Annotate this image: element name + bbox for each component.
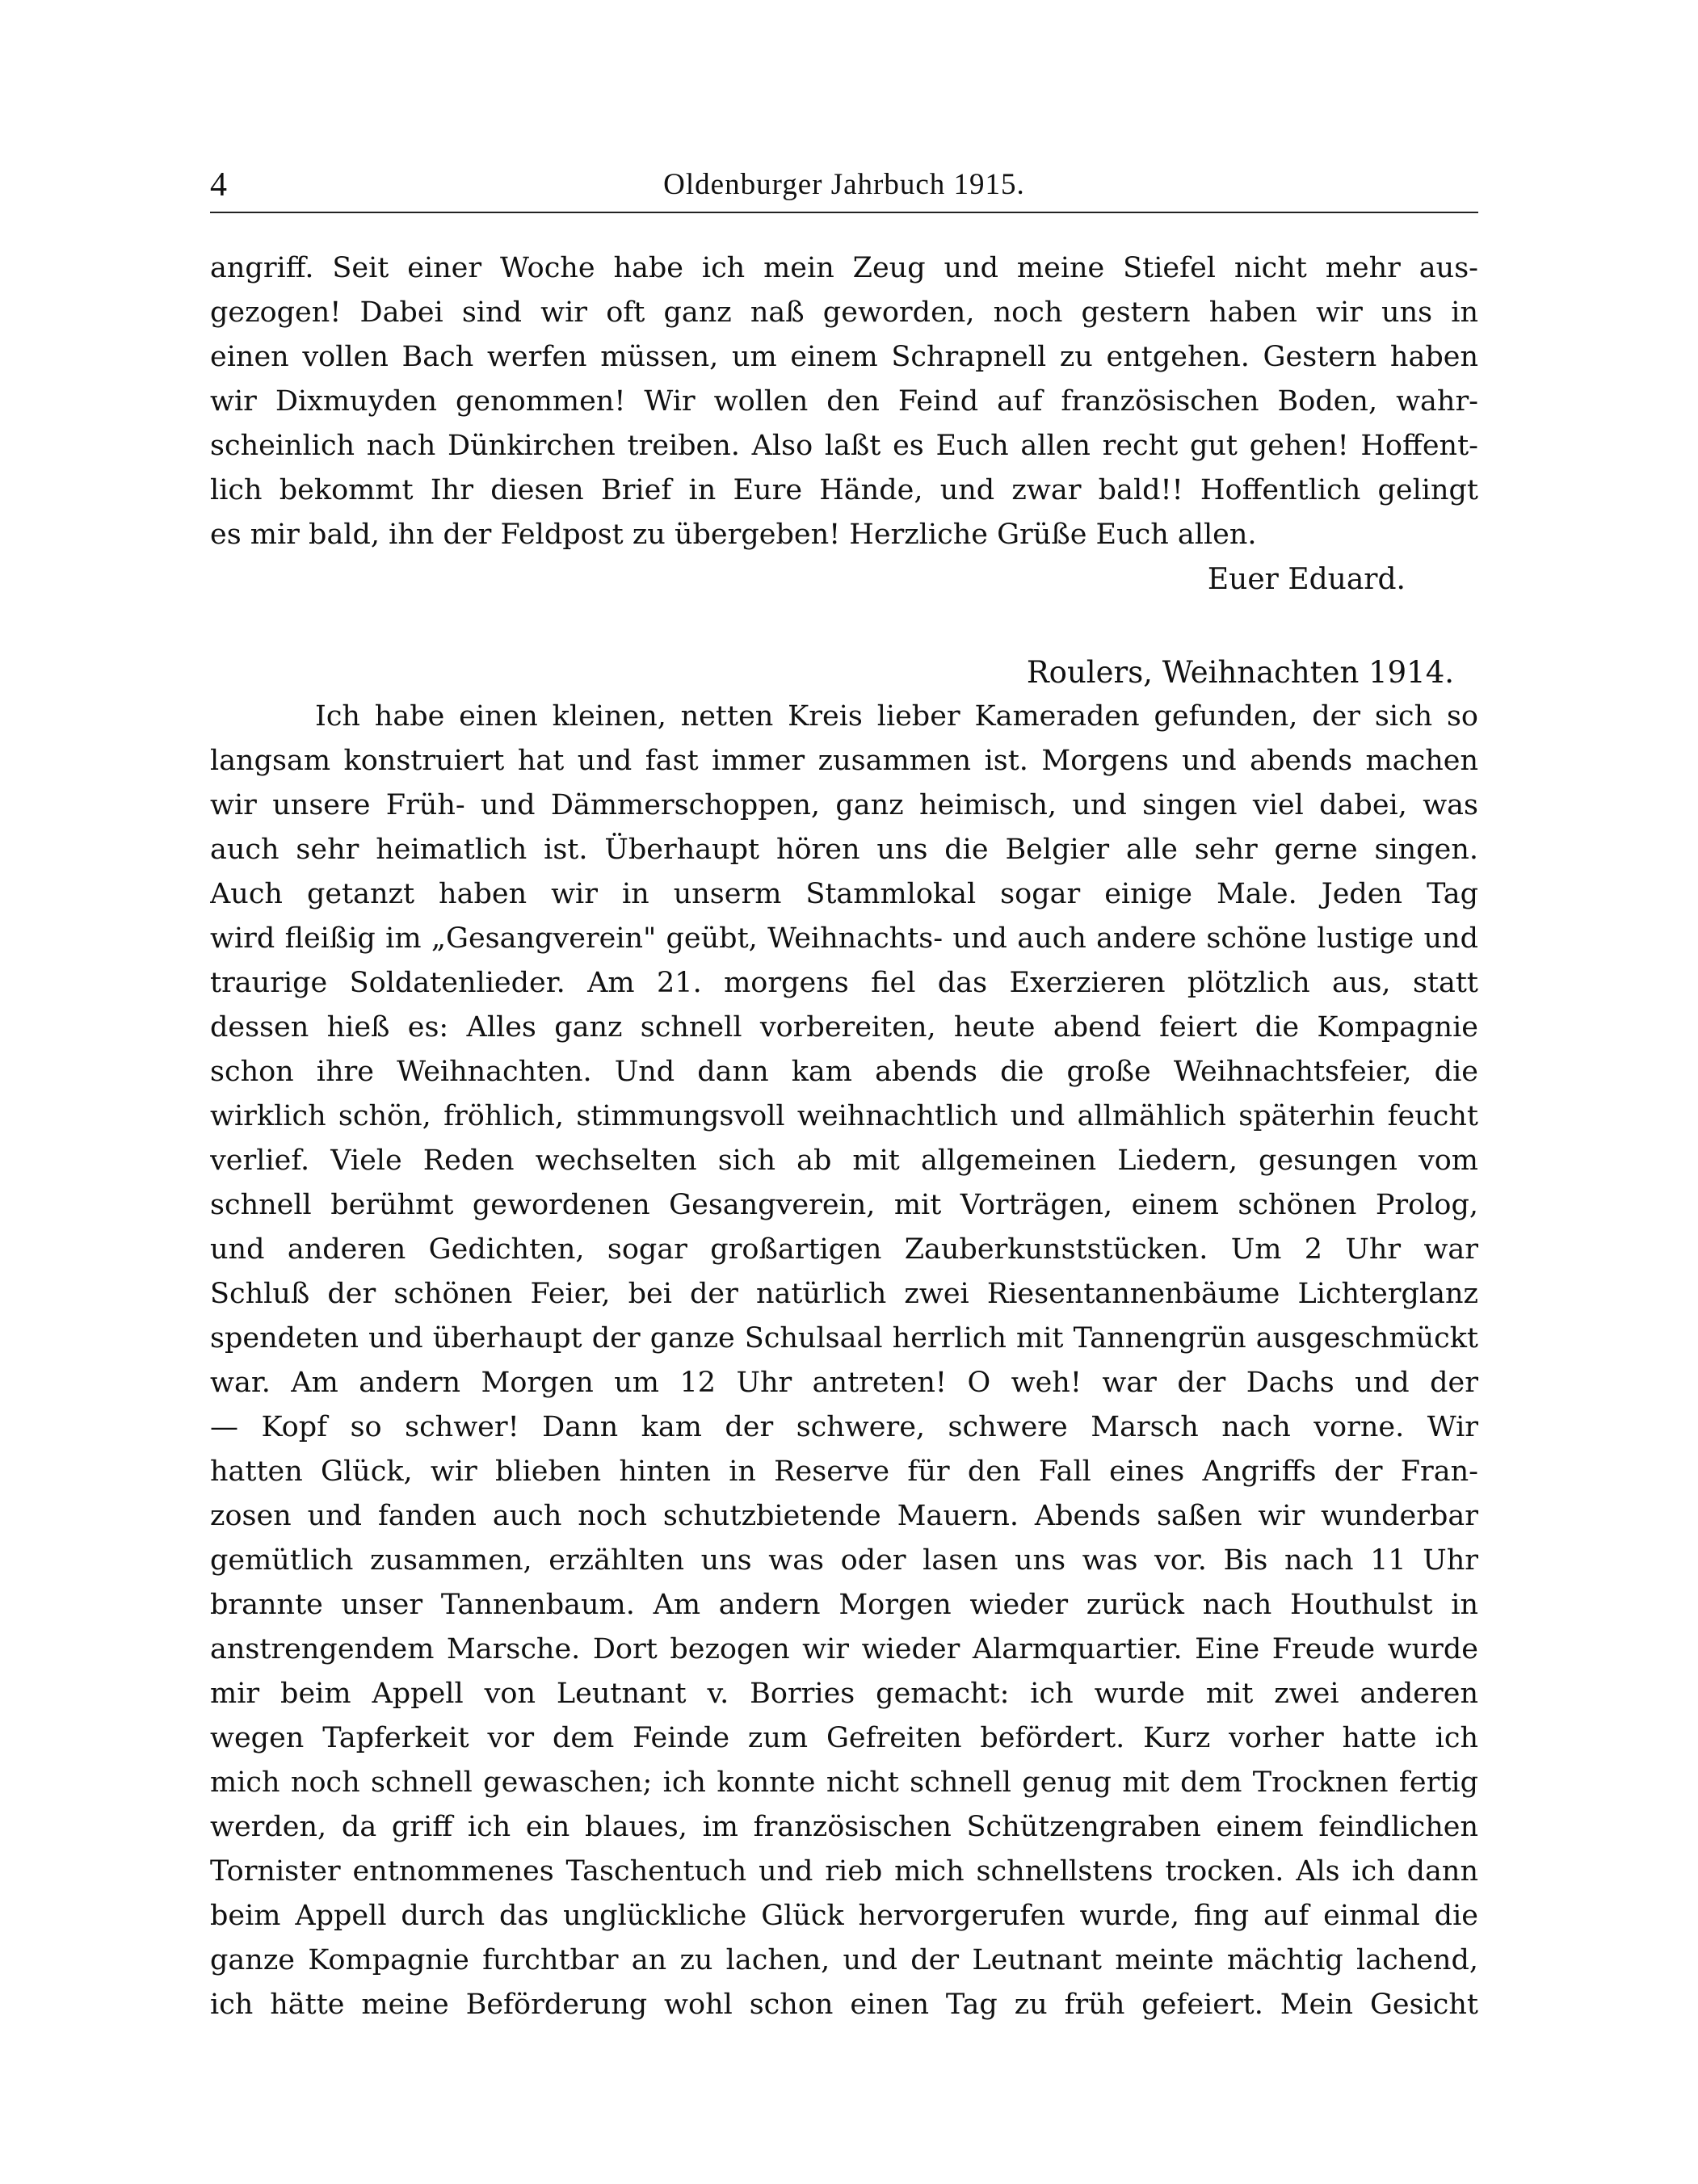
- text-line: langsam konstruiert hat und fast immer zusammen ist. Morgens und abends machen: [210, 745, 1478, 777]
- text-line: gemütlich zusammen, erzählten uns was oder lasen uns was vor. Bis nach 11 Uhr: [210, 1544, 1478, 1577]
- text-line: mir beim Appell von Leutnant v. Borries gemacht: ich wurde mit zwei anderen: [210, 1678, 1478, 1710]
- text-line: schon ihre Weihnachten. Und dann kam abends die große Weihnachtsfeier, die: [210, 1056, 1478, 1088]
- text-line: beim Appell durch das unglückliche Glück hervorgerufen wurde, fing auf einmal die: [210, 1900, 1478, 1932]
- text-line: scheinlich nach Dünkirchen treiben. Also laßt es Euch allen recht gut gehen! Hoffent-: [210, 430, 1478, 462]
- text-line: verlief. Viele Reden wechselten sich ab mit allgemeinen Liedern, gesungen vom: [210, 1144, 1478, 1177]
- text-line: brannte unser Tannenbaum. Am andern Morgen wieder zurück nach Houthulst in: [210, 1589, 1478, 1621]
- text-line: auch sehr heimatlich ist. Überhaupt hören uns die Belgier alle sehr gerne singen.: [210, 834, 1478, 866]
- text-line: war. Am andern Morgen um 12 Uhr antreten! O weh! war der Dachs und der: [210, 1367, 1478, 1399]
- book-page: [210, 166, 1478, 2021]
- text-line: wirklich schön, fröhlich, stimmungsvoll weihnachtlich und allmählich späterhin feucht: [210, 1100, 1478, 1132]
- text-line: ganze Kompagnie furchtbar an zu lachen, und der Leutnant meinte mächtig lachend,: [210, 1944, 1478, 1976]
- letter-2-dateline: Roulers, Weihnachten 1914.: [1026, 655, 1454, 690]
- text-line: und anderen Gedichten, sogar großartigen Zauberkunststücken. Um 2 Uhr war: [210, 1233, 1478, 1266]
- text-line: gezogen! Dabei sind wir oft ganz naß geworden, noch gestern haben wir uns in: [210, 296, 1478, 329]
- text-line: wir Dixmuyden genommen! Wir wollen den Feind auf französischen Boden, wahr-: [210, 385, 1478, 418]
- text-line: spendeten und überhaupt der ganze Schulsaal herrlich mit Tannengrün ausgeschmückt: [210, 1322, 1478, 1354]
- text-line: Schluß der schönen Feier, bei der natürlich zwei Riesentannenbäume Lichterglanz: [210, 1278, 1478, 1310]
- text-line: werden, da griff ich ein blaues, im französischen Schützengraben einem feindlichen: [210, 1811, 1478, 1843]
- text-line: mich noch schnell gewaschen; ich konnte nicht schnell genug mit dem Trocknen fertig: [210, 1766, 1478, 1799]
- text-line: Auch getanzt haben wir in unserm Stammlokal sogar einige Male. Jeden Tag: [210, 878, 1478, 910]
- text-line: Ich habe einen kleinen, netten Kreis lieber Kameraden gefunden, der sich so: [315, 700, 1478, 733]
- text-line: wegen Tapferkeit vor dem Feinde zum Gefreiten befördert. Kurz vorher hatte ich: [210, 1722, 1478, 1754]
- text-line: hatten Glück, wir blieben hinten in Reserve für den Fall eines Angriffs der Fran-: [210, 1455, 1478, 1488]
- text-line: schnell berühmt gewordenen Gesangverein, mit Vorträgen, einem schönen Prolog,: [210, 1189, 1478, 1221]
- text-line: wird fleißig im „Gesangverein" geübt, Weihnachts- und auch andere schöne lustige und: [210, 922, 1478, 955]
- page-number: 4: [210, 166, 227, 204]
- text-line: angriff. Seit einer Woche habe ich mein Zeug und meine Stiefel nicht mehr aus-: [210, 252, 1478, 284]
- letter-1-signature: Euer Eduard.: [1207, 563, 1406, 596]
- text-line: dessen hieß es: Alles ganz schnell vorbereiten, heute abend feiert die Kompagnie: [210, 1011, 1478, 1044]
- running-head: [210, 166, 1478, 204]
- header-title: Oldenburger Jahrbuch 1915.: [663, 168, 1025, 201]
- text-line: — Kopf so schwer! Dann kam der schwere, schwere Marsch nach vorne. Wir: [210, 1411, 1478, 1443]
- text-line: traurige Soldatenlieder. Am 21. morgens fiel das Exerzieren plötzlich aus, statt: [210, 967, 1478, 999]
- text-line: einen vollen Bach werfen müssen, um einem Schrapnell zu entgehen. Gestern haben: [210, 341, 1478, 373]
- header-rule: [210, 212, 1478, 213]
- text-line: ich hätte meine Beförderung wohl schon einen Tag zu früh gefeiert. Mein Gesicht: [210, 1989, 1478, 2021]
- text-line: Tornister entnommenes Taschentuch und rieb mich schnellstens trocken. Als ich dann: [210, 1855, 1478, 1888]
- letter-2-body: [210, 695, 1478, 2027]
- text-line: wir unsere Früh- und Dämmerschoppen, ganz heimisch, und singen viel dabei, was: [210, 789, 1478, 821]
- text-line: zosen und fanden auch noch schutzbietende Mauern. Abends saßen wir wunderbar: [210, 1500, 1478, 1532]
- letter-1-body: [210, 246, 1478, 557]
- text-line: lich bekommt Ihr diesen Brief in Eure Hände, und zwar bald!! Hoffentlich gelingt: [210, 474, 1478, 506]
- text-line: anstrengendem Marsche. Dort bezogen wir wieder Alarmquartier. Eine Freude wurde: [210, 1633, 1478, 1665]
- text-line: es mir bald, ihn der Feldpost zu übergeben! Herzliche Grüße Euch allen.: [210, 519, 1257, 551]
